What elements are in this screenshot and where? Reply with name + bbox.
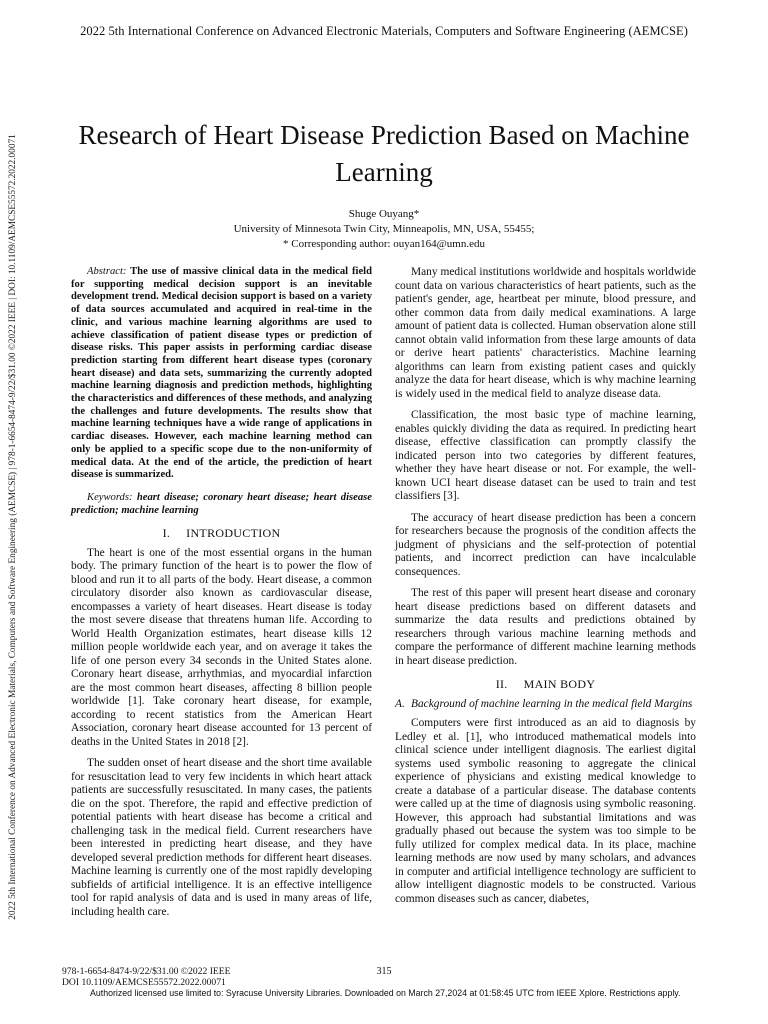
subsection-letter: A. — [395, 697, 405, 710]
intro-paragraph-1: The heart is one of the most essential organs in the human body. The primary function of the heart is to power the flow of blood and run it to all parts of the body. Heart disease, a common circulatory disorder also known as cardiovascular disease, encompasses a variety of heart diseases. Heart disease is today the most severe disease that threatens human life. According to World Health Organization estimates, heart disease kills 12 million people worldwide each year, and on average it takes the life of one person every 34 seconds in the United States alone. Coronary heart disease, arrhythmias, and myocardial infarction are the most common heart diseases, affecting 8 billion people worldwide [1]. Take coronary heart disease, for example, according to recent statistics from the American Heart Association, coronary heart disease accounted for 13 percent of deaths in the United States in 2018 [2]. — [71, 546, 372, 748]
keywords-text: heart disease; coronary heart disease; heart disease prediction; machine learning — [71, 491, 372, 516]
author-block — [60, 207, 708, 252]
paper-title: Research of Heart Disease Prediction Based on Machine Learning — [78, 120, 690, 187]
author-affiliation: University of Minnesota Twin City, Minneapolis, MN, USA, 55455; — [233, 223, 535, 235]
section-title: MAIN BODY — [523, 677, 596, 691]
footer-isbn: 978-1-6654-8474-9/22/$31.00 ©2022 IEEE — [62, 966, 231, 977]
keywords-label: Keywords: — [87, 491, 133, 503]
intro-paragraph-2: The sudden onset of heart disease and the short time available for resuscitation lead to very few incidents in which heart attack patients are successfully resuscitated. In many cases, the patients die on the spot. Therefore, the rapid and effective prediction of potential patients with heart disease has become a critical and challenging task in the medical field. Current researchers have been interested in predicting heart disease, and they have developed several prediction methods for different heart diseases. Machine learning is currently one of the most rapidly developing subfields of artificial intelligence. It is an effective intelligence tool for rapid analysis of data and is used in many areas of life, including health care. — [71, 757, 372, 918]
section-heading-main-body — [395, 678, 696, 692]
main-paragraph-1: Computers were first introduced as an aid to diagnosis by Ledley et al. [1], who introduced mathematical models into clinical science under intelligent diagnosis. The earliest digital systems used symbolic reasoning to aggregate the clinical experience of physicians and existing medical knowledge to create a database of a particular disease. The database contents were called up at the time of diagnosis using symbolic reasoning. However, this approach had substantial limitations and was gradually phased out because the system was too simple to be fully utilized for complex medical data. In its place, machine learning methods are now used by many scholars, and advances in computer and artificial intelligence technology are sufficient to allow intelligent diagnostic models to be constructed. Various common diseases such as cancer, diabetes, — [395, 717, 696, 905]
page-number: 315 — [376, 966, 392, 977]
side-metadata-text: 2022 5th International Conference on Advanced Electronic Materials, Computers and Software Engineering (AEMCSE) | 978-1-6654-8474-9/22/$31.00 ©2022 IEEE | DOI: 10.1109/AEMCSE55572.2022.00071 — [8, 134, 18, 920]
section-title: INTRODUCTION — [186, 526, 281, 541]
abstract — [71, 266, 372, 482]
corresponding-author: * Corresponding author: ouyan164@umn.edu — [283, 238, 485, 250]
section-heading-introduction — [71, 527, 372, 541]
keywords — [71, 492, 372, 517]
intro-paragraph-5: The accuracy of heart disease prediction has been a concern for researchers because the prognosis of the condition affects the judgment of physicians and the self-protection of potential patients, and incorrect prediction can have incalculable consequences. — [395, 511, 696, 578]
conference-header: 2022 5th International Conference on Advanced Electronic Materials, Computers and Software Engineering (AEMCSE) — [80, 24, 688, 38]
section-number: I. — [162, 526, 171, 541]
footer-doi: DOI 10.1109/AEMCSE55572.2022.00071 — [62, 977, 226, 988]
author-name: Shuge Ouyang* — [348, 208, 420, 220]
license-notice: Authorized licensed use limited to: Syracuse University Libraries. Downloaded on March 27,2024 at 01:58:45 UTC from IEEE Xplore. Restrictions apply. — [90, 988, 681, 998]
right-column — [395, 266, 696, 914]
intro-paragraph-6: The rest of this paper will present heart disease and coronary heart disease predictions based on different datasets and summarize the data results and predictions obtained by researchers through various machine learning methods and compare the performance of different machine learning methods in heart disease prediction. — [395, 587, 696, 667]
left-column — [71, 266, 372, 927]
subsection-title: Background of machine learning in the medical field Margins — [411, 697, 693, 710]
side-metadata-strip — [6, 72, 20, 982]
subsection-heading-a — [395, 698, 696, 712]
abstract-label: Abstract: — [87, 266, 127, 277]
section-number: II. — [495, 677, 508, 691]
footer-identifiers — [62, 966, 231, 988]
abstract-text: The use of massive clinical data in the medical field for supporting medical decision support is an inevitable development trend. Medical decision support is based on a variety of data sources accumulated and acquired in real-time in the clinic, and various machine learning algorithms are used to achieve classification of patient disease types or prediction of disease risks. This paper assists in performing cardiac disease prediction starting from different heart disease types (coronary heart disease) and data sets, summarizing the currently adopted machine learning diagnosis and prediction methods, highlighting the characteristics and differences of these methods, and analyzing the challenges and future developments. The results show that machine learning techniques have a wide range of applications in cardiac diseases. However, each machine learning method can only be applied to a specific scope due to the non-uniformity of medical data. At the end of the article, the prediction of heart disease is summarized. — [71, 266, 372, 481]
intro-paragraph-3: Many medical institutions worldwide and hospitals worldwide count data on various characteristics of heart patients, such as the patient's gender, age, heartbeat per minute, blood pressure, and other common data from daily medical examinations. A large amount of patient data is collected. Human observation alone still cannot obtain valid information from these large amounts of data or derive heart patients' characteristics. Machine learning algorithms can learn from existing patient cases and quickly analyze the data for heart disease, which is why machine learning is widely used in the medical field to analyze disease data. — [395, 266, 696, 400]
intro-paragraph-4: Classification, the most basic type of machine learning, enables quickly dividing the data as required. In predicting heart disease, effective classification can promptly classify the indicated person into two categories by different features, whether they have heart disease or not. For example, the well-known UCI heart disease dataset can be used to train and test classifiers [3]. — [395, 409, 696, 502]
